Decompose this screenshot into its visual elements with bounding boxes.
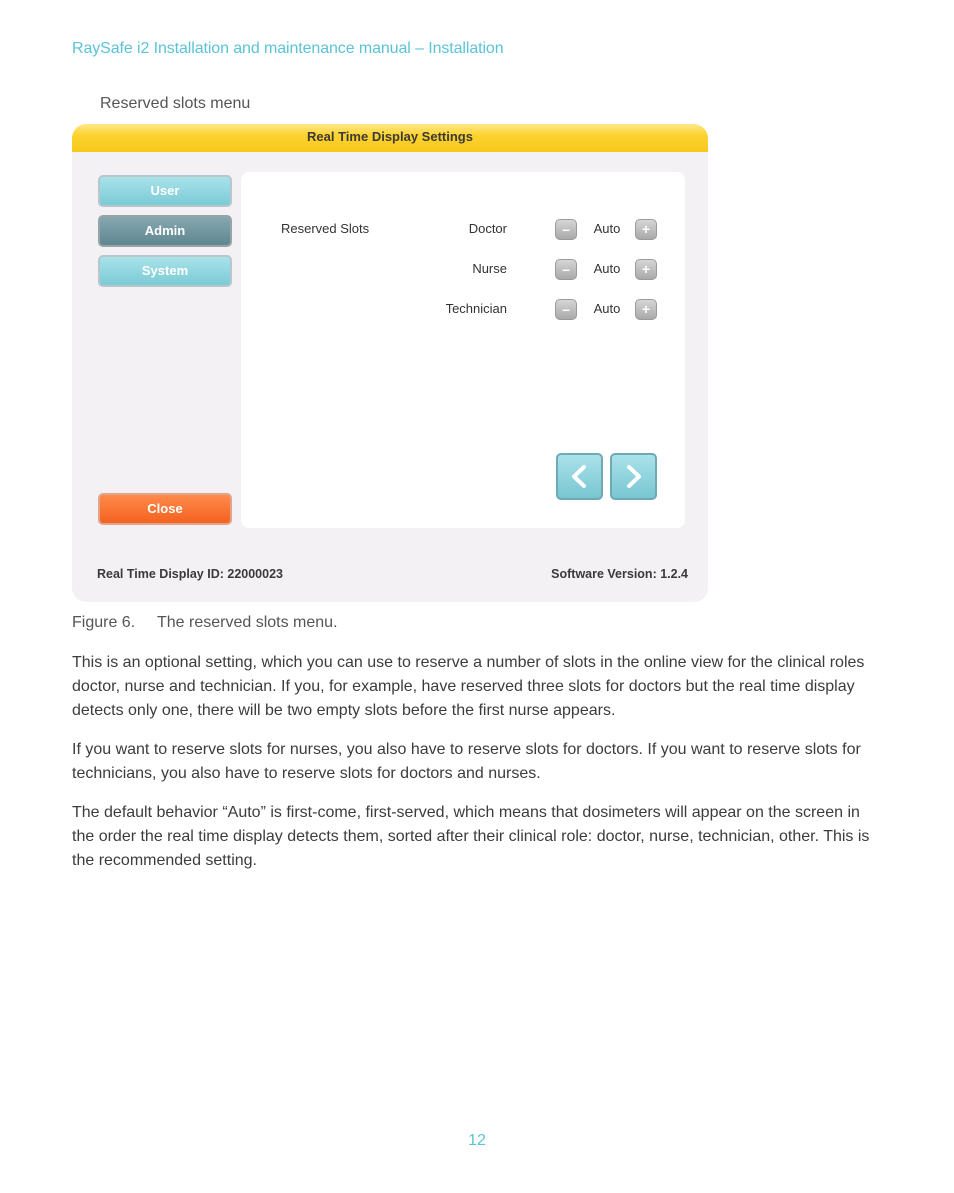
nurse-decrement-button[interactable]: – [555, 259, 577, 280]
doctor-slots-value: Auto [593, 221, 621, 236]
chevron-left-icon [558, 455, 601, 498]
figure-caption-text: The reserved slots menu. [157, 614, 338, 631]
doctor-decrement-button[interactable]: – [555, 219, 577, 240]
close-button[interactable]: Close [98, 493, 232, 525]
figure-number: Figure 6. [72, 614, 136, 631]
system-tab-button[interactable]: System [98, 255, 232, 287]
device-titlebar: Real Time Display Settings [72, 124, 708, 152]
figure-caption [72, 614, 338, 632]
software-version: Software Version: 1.2.4 [551, 567, 688, 581]
chevron-right-icon [612, 455, 655, 498]
technician-increment-button[interactable]: + [635, 299, 657, 320]
technician-slots-value: Auto [593, 301, 621, 316]
role-label-doctor: Doctor [468, 221, 507, 236]
role-label-nurse: Nurse [472, 261, 507, 276]
next-page-button[interactable] [610, 453, 657, 500]
reserved-slots-label: Reserved Slots [281, 221, 370, 236]
technician-decrement-button[interactable]: – [555, 299, 577, 320]
body-paragraph: This is an optional setting, which you can use to reserve a number of slots in the online view for the clinical roles doctor, nurse and technician. If you, for example, have reserved three slots for doctors but the real time display detects only one, there will be two empty slots before the first nurse appears. [72, 654, 865, 719]
nurse-increment-button[interactable]: + [635, 259, 657, 280]
role-label-technician: Technician [445, 301, 507, 316]
user-tab-button[interactable]: User [98, 175, 232, 207]
device-screenshot [72, 124, 708, 602]
running-header: RaySafe i2 Installation and maintenance manual – Installation [72, 40, 504, 57]
body-paragraph: If you want to reserve slots for nurses, you also have to reserve slots for doctors. If you want to reserve slots for technicians, you also have to reserve slots for doctors and nurses. [72, 741, 861, 782]
previous-page-button[interactable] [556, 453, 603, 500]
body-paragraph: The default behavior “Auto” is first-come, first-served, which means that dosimeters will appear on the screen in the order the real time display detects them, sorted after their clinical role: doctor, nurse, technician, other. This is the recommended setting. [72, 804, 870, 869]
admin-tab-button[interactable]: Admin [98, 215, 232, 247]
display-id: Real Time Display ID: 22000023 [97, 567, 283, 581]
doctor-increment-button[interactable]: + [635, 219, 657, 240]
settings-panel [241, 172, 685, 528]
page-number: 12 [468, 1132, 486, 1149]
figure-title: Reserved slots menu [100, 95, 251, 112]
nurse-slots-value: Auto [593, 261, 621, 276]
